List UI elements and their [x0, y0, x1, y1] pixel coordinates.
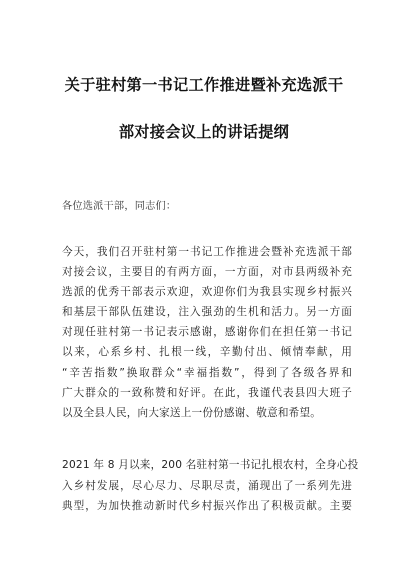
- paragraph-line: 今天，我们召开驻村第一书记工作推进会暨补充选派干部: [62, 246, 352, 258]
- paragraph-line: 典型，为加快推动新时代乡村振兴作出了积极贡献。主要: [62, 500, 352, 512]
- paragraph-line: 广大群众的一致称赞和好评。在此，我谨代表县四大班子: [62, 387, 352, 399]
- paragraph-line: 选派的优秀干部表示欢迎，欢迎你们为我县实现乡村振兴: [62, 286, 352, 298]
- salutation: 各位选派干部，同志们：: [62, 201, 177, 212]
- paragraph-line: 以来，心系乡村、扎根一线，辛勤付出、倾情奉献，用: [62, 346, 352, 358]
- paragraph-line: 和基层干部队伍建设，注入强劲的生机和活力。另一方面: [62, 306, 352, 318]
- paragraph-line: 以及全县人民，向大家送上一份份感谢、敬意和希望。: [62, 407, 322, 419]
- paragraph-line: 2021 年 8 月以来，200 名驻村第一书记扎根农村，全身心投: [62, 459, 359, 471]
- paragraph-line: 入乡村发展，尽心尽力、尽职尽责，涌现出了一系列先进: [62, 480, 352, 492]
- document-title-line-1: 关于驻村第一书记工作推进暨补充选派干: [64, 76, 344, 94]
- paragraph-line: 对现任驻村第一书记表示感谢，感谢你们在担任第一书记: [62, 326, 352, 338]
- paragraph-line: “辛苦指数”换取群众“幸福指数”，得到了各级各界和: [62, 367, 352, 379]
- paragraph-line: 对接会议，主要目的有两方面，一方面，对市县两级补充: [62, 266, 352, 278]
- document-title-line-2: 部对接会议上的讲话提纲: [118, 123, 290, 141]
